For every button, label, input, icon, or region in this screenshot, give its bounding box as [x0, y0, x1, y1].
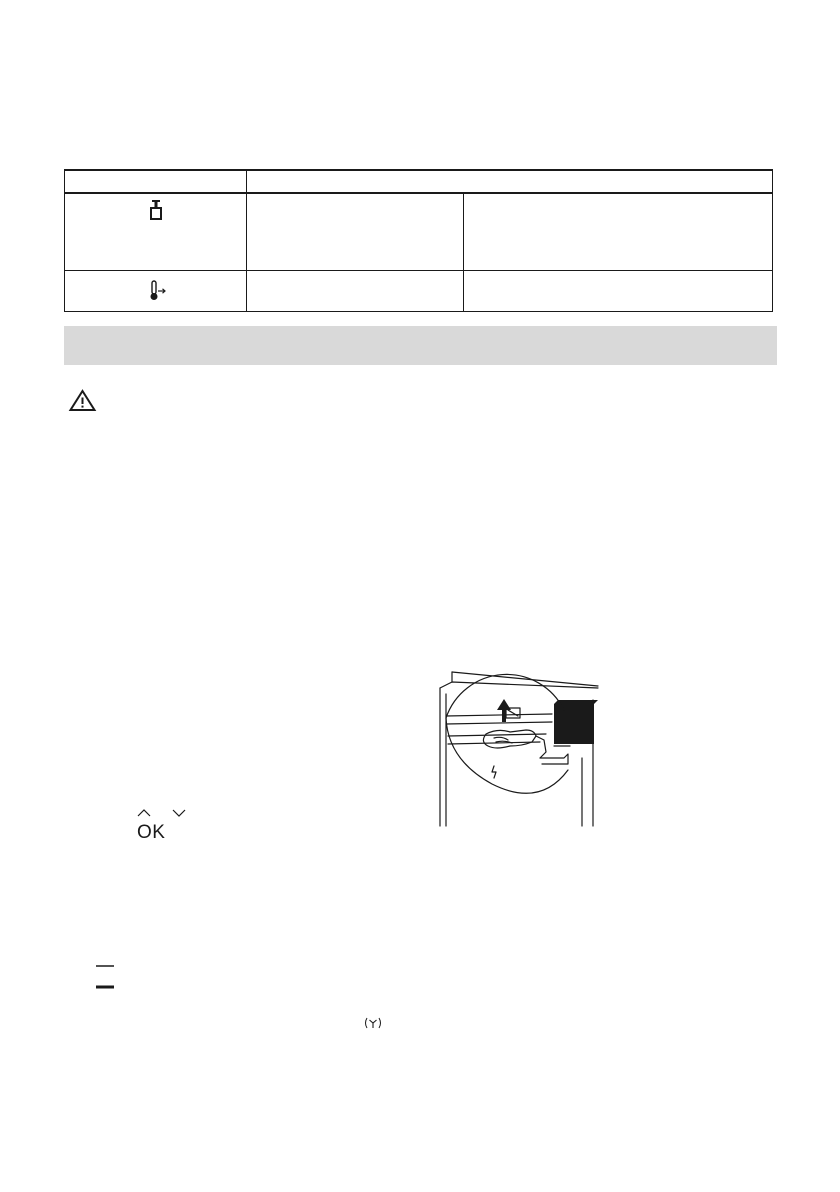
antenna-signal-icon [364, 1017, 382, 1030]
table-right-rule [772, 169, 773, 312]
remove-shelf-illustration [436, 670, 602, 828]
table-row-rule [64, 270, 773, 271]
table-cell [252, 282, 456, 298]
table-bottom-rule [64, 311, 773, 312]
section-heading-bar [64, 326, 777, 365]
table-header-cell [252, 174, 762, 190]
table-cell [470, 282, 766, 298]
table-header-rule [64, 192, 773, 194]
thermometer-arrow-icon [149, 280, 167, 302]
table-cell [252, 198, 456, 214]
bottle-icon [149, 199, 163, 221]
table-left-rule [64, 169, 65, 312]
table-cell [470, 198, 766, 214]
ok-key-label: OK [137, 822, 166, 843]
table-top-rule [64, 169, 773, 171]
double-bar-icon [95, 965, 115, 989]
table-col1-rule [246, 169, 247, 312]
table-header-cell [70, 174, 240, 190]
warning-triangle-icon [69, 389, 96, 412]
chevron-up-icon [137, 809, 151, 817]
chevron-down-icon [172, 809, 186, 817]
table-col2-rule [463, 192, 464, 312]
